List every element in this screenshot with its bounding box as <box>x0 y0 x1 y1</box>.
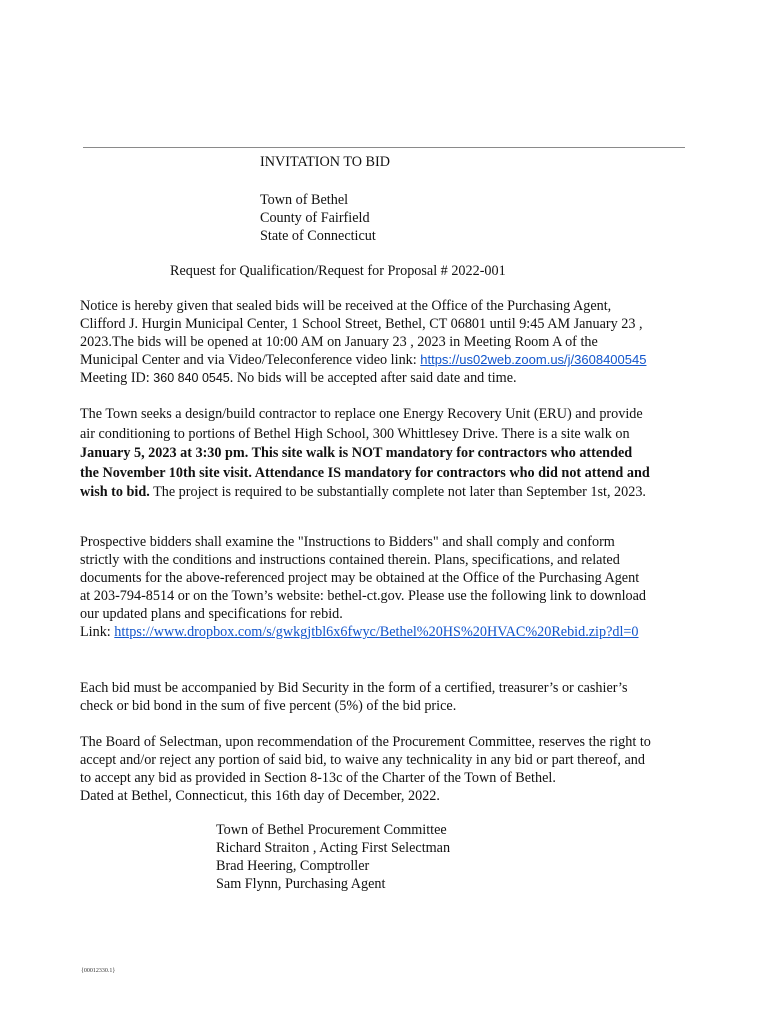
signature-purchasing-agent: Sam Flynn, Purchasing Agent <box>216 876 386 892</box>
instructions-paragraph <box>80 533 692 641</box>
notice-line <box>80 369 692 387</box>
instructions-line: at 203-794-8514 or on the Town’s website: bethel-ct.gov. Please use the following link to download <box>80 588 647 604</box>
security-line: Each bid must be accompanied by Bid Security in the form of a certified, treasurer’s or cashier’s <box>80 680 628 696</box>
notice-tail: . No bids will be accepted after said date and time. <box>229 370 517 386</box>
address-town: Town of Bethel <box>260 192 349 208</box>
document-id-footer: {00012330.1} <box>81 968 116 974</box>
scope-line: air conditioning to portions of Bethel High School, 300 Whittlesey Drive. There is a site walk on <box>80 425 630 442</box>
page-title: INVITATION TO BID <box>260 154 390 170</box>
security-line: check or bid bond in the sum of five percent (5%) of the bid price. <box>80 698 457 714</box>
scope-line <box>80 483 692 503</box>
board-line: accept and/or reject any portion of said bid, to waive any technicality in any bid or part thereof, and <box>80 752 645 768</box>
completion-date: The project is required to be substantially complete not later than September 1st, 2023. <box>149 484 646 500</box>
instructions-line: our updated plans and specifications for rebid. <box>80 606 343 622</box>
board-line: The Board of Selectman, upon recommendation of the Procurement Committee, reserves the right to <box>80 734 651 750</box>
scope-line <box>80 444 692 464</box>
notice-line: Notice is hereby given that sealed bids will be received at the Office of the Purchasing Agent, <box>80 298 612 314</box>
signature-committee: Town of Bethel Procurement Committee <box>216 822 447 838</box>
zoom-link[interactable]: https://us02web.zoom.us/j/3608400545 <box>420 352 647 367</box>
top-divider <box>83 147 685 148</box>
notice-line <box>80 351 692 369</box>
address-state: State of Connecticut <box>260 228 376 244</box>
instructions-line: Prospective bidders shall examine the "Instructions to Bidders" and shall comply and conform <box>80 534 615 550</box>
attendance-notice: the November 10th site visit. Attendance IS mandatory for contractors who did not attend and <box>80 464 650 481</box>
instructions-line: strictly with the conditions and instructions contained therein. Plans, specifications, and related <box>80 552 620 568</box>
signature-comptroller: Brad Heering, Comptroller <box>216 858 370 874</box>
rfq-line: Request for Qualification/Request for Proposal # 2022-001 <box>170 263 506 279</box>
notice-line: 2023.The bids will be opened at 10:00 AM on January 23 , 2023 in Meeting Room A of the <box>80 334 598 350</box>
scope-line: The Town seeks a design/build contractor to replace one Energy Recovery Unit (ERU) and provide <box>80 406 643 422</box>
signature-block <box>216 821 450 893</box>
link-label: Link: <box>80 624 115 640</box>
address-county: County of Fairfield <box>260 210 370 226</box>
scope-line <box>80 464 692 484</box>
wish-to-bid: wish to bid. <box>80 484 150 500</box>
site-walk-date: January 5, 2023 at 3:30 pm. This site walk is NOT mandatory for contractors who attended <box>80 445 633 461</box>
dated-line: Dated at Bethel, Connecticut, this 16th day of December, 2022. <box>80 788 440 804</box>
board-paragraph <box>80 733 692 805</box>
instructions-line <box>80 623 692 641</box>
meeting-id: 360 840 0545 <box>153 371 230 385</box>
instructions-line: documents for the above-referenced project may be obtained at the Office of the Purchasing Agent <box>80 570 640 586</box>
board-line: to accept any bid as provided in Section 8-13c of the Charter of the Town of Bethel. <box>80 770 556 786</box>
signature-selectman: Richard Straiton , Acting First Selectman <box>216 840 451 856</box>
dropbox-link[interactable]: https://www.dropbox.com/s/gwkgjtbl6x6fwyc/Bethel%20HS%20HVAC%20Rebid.zip?dl=0 <box>114 624 639 640</box>
notice-paragraph <box>80 297 692 387</box>
scope-paragraph <box>80 405 692 503</box>
bid-security-paragraph <box>80 679 692 715</box>
notice-line: Clifford J. Hurgin Municipal Center, 1 School Street, Bethel, CT 06801 until 9:45 AM January 23 , <box>80 316 643 332</box>
address-block <box>260 191 376 245</box>
notice-link-intro: Municipal Center and via Video/Teleconference video link: <box>80 352 421 368</box>
meeting-id-label: Meeting ID: <box>80 370 154 386</box>
